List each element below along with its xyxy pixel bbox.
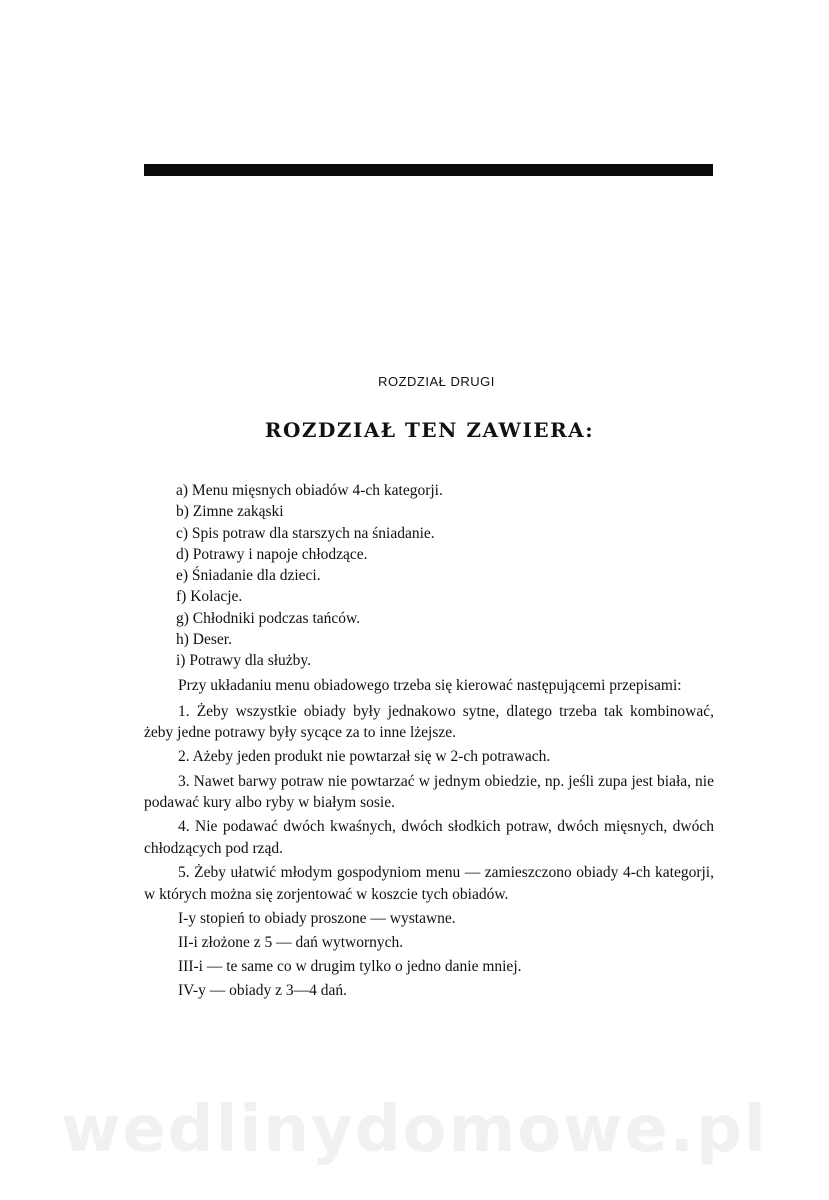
contents-item: e) Śniadanie dla dzieci. [176,567,321,585]
contents-item: b) Zimne zakąski [176,503,284,521]
rule-paragraph: 3. Nawet barwy potraw nie powtarzać w jednym obiedzie, np. jeśli zupa jest biała, nie podawać kury albo ryby w białym sosie. [144,772,714,812]
watermark: wedlinydomowe.pl [61,1093,768,1167]
chapter-label: ROZDZIAŁ DRUGI [378,374,495,389]
contents-list [176,480,443,672]
intro-paragraph: Przy układaniu menu obiadowego trzeba się kierować następującemi przepisami: [178,677,682,694]
contents-item: c) Spis potraw dla starszych na śniadanie. [176,524,435,542]
top-rule [144,164,713,176]
category-line: IV-y — obiady z 3—4 dań. [178,982,348,1000]
chapter-title: ROZDZIAŁ TEN ZAWIERA: [264,418,595,442]
category-line: I-y stopień to obiady proszone — wystawne. [178,909,456,927]
contents-item: d) Potrawy i napoje chłodzące. [176,545,368,563]
body-text [144,675,714,1005]
rule-paragraph: 4. Nie podawać dwóch kwaśnych, dwóch słodkich potraw, dwóch mięsnych, dwóch chłodzących pod rząd. [144,818,714,857]
rule-paragraph: 2. Ażeby jeden produkt nie powtarzał się w 2-ch potrawach. [178,748,551,766]
contents-item: f) Kolacje. [176,588,243,606]
rule-paragraph: 1. Żeby wszystkie obiady były jednakowo sytne, dlatego trzeba tak kombinować, żeby jedne potrawy były sycące za to inne lżejsze. [144,702,714,742]
contents-item: i) Potrawy dla służby. [176,652,312,670]
rule-paragraph: 5. Żeby ułatwić młodym gospodyniom menu — zamieszczono obiady 4-ch kategorji, w których można się zorjentować w koszcie tych obiadów. [144,864,714,903]
contents-item: h) Deser. [176,631,232,649]
contents-item: a) Menu mięsnych obiadów 4-ch kategorji. [176,482,443,499]
contents-item: g) Chłodniki podczas tańców. [176,609,361,627]
category-line: II-i złożone z 5 — dań wytwornych. [178,934,404,952]
category-line: III-i — te same co w drugim tylko o jedno danie mniej. [178,958,522,976]
